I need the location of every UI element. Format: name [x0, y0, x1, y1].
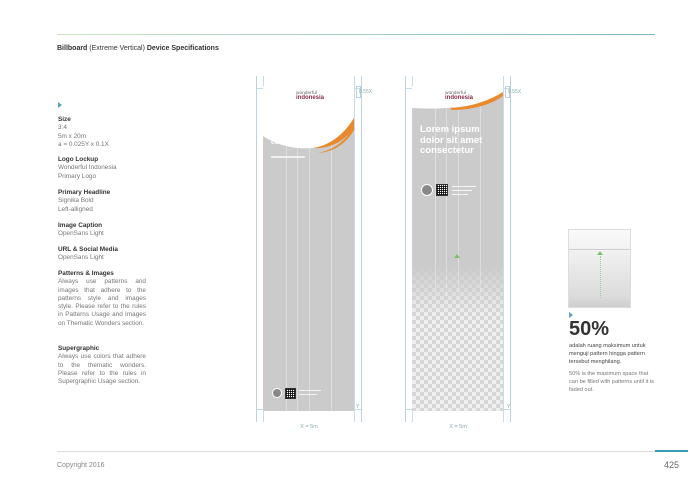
bottom-rule — [57, 451, 655, 452]
billboard-left-headline: Lorem ipsum dolor sit amet consectetur — [271, 124, 331, 146]
billboard-left — [263, 86, 354, 411]
qr-code-icon — [285, 388, 296, 399]
billboard-right-logo: wonderful indonesia — [445, 91, 474, 101]
copyright: Copyright 2016 — [57, 462, 105, 469]
pattern-limit-arrow-icon — [454, 254, 460, 258]
pattern-fade-diagram — [568, 229, 631, 308]
social-url-line — [452, 186, 476, 187]
spec-supergraphic: Supergraphic Always use colors that adhere to the thematic wonders. Please refer to the rules in Supergraphic Usage section. — [58, 345, 146, 386]
dim-right-label: 0.55X — [359, 89, 373, 95]
social-url-line — [299, 390, 321, 391]
billboard-left-logo: wonderful indonesia — [296, 91, 325, 101]
badge-icon — [421, 184, 433, 196]
dim-y-label: Y — [507, 404, 511, 410]
social-url-line — [452, 194, 468, 195]
dim-bottom-label: X = 5m — [449, 424, 467, 430]
spec-patterns-images: Patterns & Images Always use patterns and images that adhere to the patterns style and images style. Please refer to the rules in Patterns Usage and Images on Thematic Wonders section. — [58, 270, 146, 327]
pattern-area — [412, 264, 503, 411]
section-arrow-icon — [58, 102, 62, 108]
badge-icon — [272, 388, 282, 398]
spec-primary-headline: Primary Headline Signika Bold Left-alligned — [58, 189, 111, 213]
pattern-note-english: 50% is the maximum space that can be filled with patterns until it is faded out. — [569, 371, 654, 393]
spec-size: Size 3:4 5m x 20m a = 0.025Y x 0.1X — [58, 116, 109, 148]
billboard-left-caption — [271, 156, 305, 158]
billboard-right-headline: Lorem ipsum dolor sit amet consectetur — [420, 124, 483, 156]
spec-url-social: URL & Social Media OpenSans Light — [58, 246, 118, 262]
social-url-line — [452, 190, 472, 191]
spec-logo-lockup: Logo Lockup Wonderful Indonesia Primary Logo — [58, 156, 117, 180]
dim-y-label: Y — [356, 404, 360, 410]
bottom-accent — [655, 450, 688, 452]
dim-right-label: 0.55X — [508, 89, 522, 95]
social-url-line — [299, 394, 317, 395]
top-rule — [57, 34, 655, 35]
billboard-right — [412, 86, 503, 411]
page-title: Billboard (Extreme Vertical) Device Specifications — [57, 45, 219, 52]
page-number: 425 — [664, 460, 680, 470]
pattern-percent: 50% — [569, 318, 610, 340]
dim-bottom-label: X = 5m — [300, 424, 318, 430]
spec-image-caption: Image Caption OpenSans Light — [58, 222, 104, 238]
pattern-note-indonesian: adalah ruang maksimum untuk menguji pattern hingga pattern tersebut menghilang. — [569, 343, 646, 365]
qr-code-icon — [436, 184, 448, 196]
